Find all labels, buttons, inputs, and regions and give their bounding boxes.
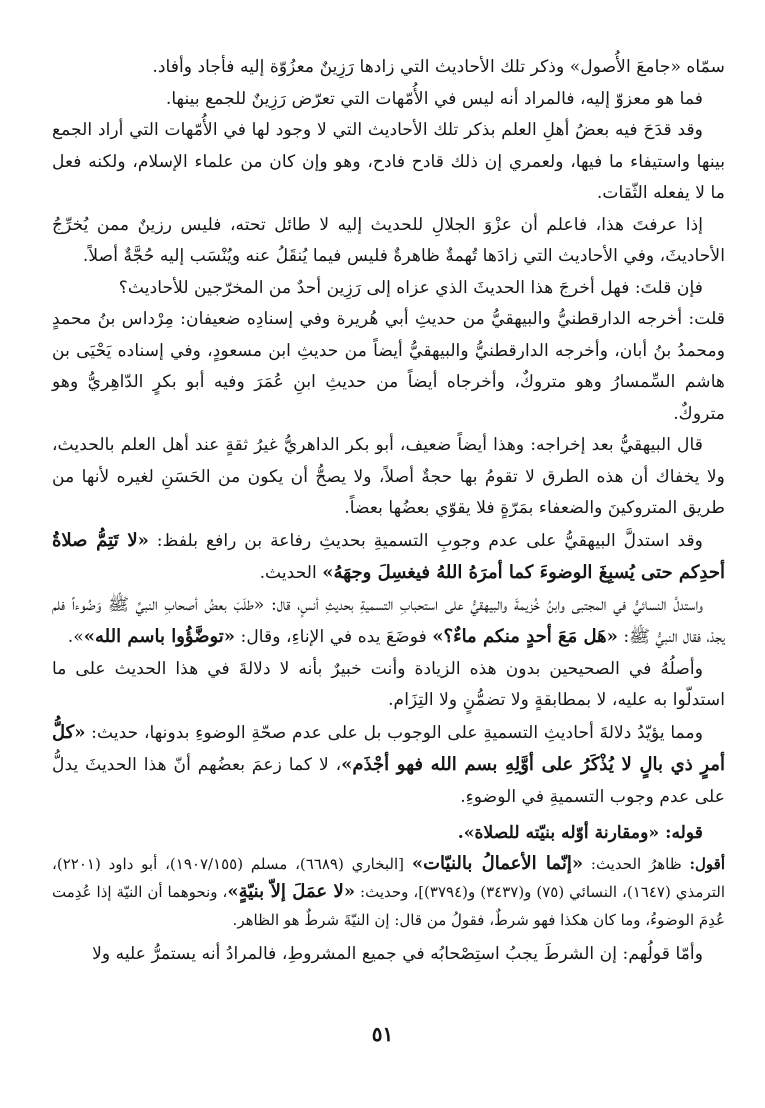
text-segment: سمّاه «جامعَ الأُصول» وذكر تلك الأحاديث التي زادها رَزِينٌ معزُوّة إليه فأجاد وأفاد.	[152, 57, 725, 77]
hadith-quote: «لا عمَلَ إلاّ بنيّةٍ»	[227, 880, 356, 902]
text-segment: ، ونحوهما أن النيّة إذا عُدِمت عُدِمَ الوضوءُ، وما كان هكذا فهو شرطٌ، فقولُ من قال: إن النيّةَ شرطٌ هو الظاهر.	[52, 882, 725, 929]
paragraph	[52, 590, 725, 654]
paragraph	[52, 430, 725, 525]
text-segment: وأمّا قولُهم: إن الشرطَ يجبُ استِصْحابُه في جميع المشروطِ، فالمرادُ أنه يستمرُّ عليه ولا	[92, 943, 703, 964]
hadith-quote: «توضَّؤُوا باسم الله»	[83, 626, 236, 647]
text-segment: وقد قدَحَ فيه بعضُ أهلِ العلم بذكر تلك الأحاديث التي لا وجود لها في الأُمّهات التي أراد الجمع بينها واستيفاء ما فيها، ولعمري إن ذلك قادح فادح، وهو وإن كان من علماء الإسلام، ولكنه فعل ما لا يفعله الثّقات.	[52, 120, 725, 203]
text-segment: قال البيهقيُّ بعد إخراجه: وهذا أيضاً ضعيف، أبو بكر الداهريُّ غيرُ ثقةٍ عند أهل العلم بالحديث، ولا يخفاك أن هذه الطرق لا تقومُ بها حجةٌ أصلاً، ولا يصحُّ أن يكون من الحَسَنِ لغيره لأنها من طريق المتروكينَ والضعفاء بمَرّةٍ فلا يقوّي بعضُها بعضاً.	[52, 435, 725, 518]
hadith-quote: «هَل مَعَ أحدٍ منكم ماءٌ؟»	[432, 626, 618, 647]
paragraph	[52, 939, 725, 971]
page-number: ٥١	[371, 1022, 394, 1046]
text-segment: وأصلُهُ في الصحيحين بدون هذه الزيادة وأنت خبيرٌ بأنه لا دلالةَ في هذا الحديث على ما استدلّوا به عليه، لا بمطابقةٍ ولا تضمُّنٍ ولا التِزَام.	[52, 658, 725, 710]
hadith-quote: «كلُّ أمرٍ ذي بالٍ لا يُذْكَرُ على أوَّلِهِ بسم الله فهو أجْذَم»	[52, 721, 726, 775]
hadith-quote: «لا تَتِمُّ صلاةُ أحدِكم حتى يُسبِغَ الوضوءَ كما أمرَهُ اللهُ فيغسِلَ وجهَهُ»	[52, 529, 725, 583]
text-body	[52, 52, 725, 970]
text-segment: إذا عرفتَ هذا، فاعلم أن عزْوَ الجلالِ للحديث إليه لا طائل تحته، فليس رزينٌ ممن يُخرِّجُ الأحاديثَ، وفي الأحاديث التي زادَها تُهمةٌ ظاهرةٌ فليس فيما يُنقَلُ عنه ويُنْسَب إليه حُجَّةٌ أصلاً.	[52, 214, 725, 266]
hadith-quote: «إنّما الأعمالُ بالنيّات»	[411, 852, 584, 874]
paragraph	[52, 115, 725, 210]
bold-heading: قوله: «ومقارنة أوّله بنيّته للصلاة».	[457, 823, 703, 843]
paragraph	[52, 654, 725, 717]
text-segment: واستدلَّ النسائيُّ في المجتبى وابنُ خُزيمةَ والبيهقيُّ على استحبابِ التسميةِ بحديثِ أنسٍ، قال: «طلَبَ بعضُ أصحابِ النبيِّ ﷺ وَضُوءاً فلم يجدْ، فقال النبيُّ ﷺ:	[52, 594, 725, 647]
text-segment: ظاهرُ الحديث:	[583, 854, 690, 873]
text-segment: فوضَعَ يده في الإناءِ، وقال:	[235, 627, 433, 647]
paragraph	[52, 52, 725, 84]
text-segment: الحديث.	[259, 563, 323, 583]
text-segment: قلت: أخرجه الدارقطنيُّ والبيهقيُّ من حديثِ أبي هُريرة وفي إسنادِه ضعيفان: مِرْداس بنُ محمدٍ ومحمدُ بنُ أبان، وأخرجه الدارقطنيُّ والبيهقيُّ أيضاً من حديثِ ابن مسعودٍ، وفي إسناده يَحْيَى بن هاشم السِّمسارُ وهو متروكٌ، وأخرجاه أيضاً من حديثِ ابنِ عُمَرَ وفيه أبو بكرٍ الدّاهِريُّ وهو متروكٌ.	[52, 309, 725, 424]
paragraph	[52, 525, 725, 590]
text-segment: [البخاري (٦٦٨٩)، مسلم (١٩٠٧/١٥٥)، أبو داود (٢٢٠١)، الترمذي (١٦٤٧)، النسائي (٧٥) و(٣٤٣٧) و(٣٧٩٤)]، وحديث:	[52, 854, 725, 901]
paragraph	[52, 818, 725, 850]
paragraph	[52, 273, 725, 305]
paragraph	[52, 850, 725, 934]
bold-heading: أقول:	[689, 854, 725, 873]
text-segment: ، لا كما زعمَ بعضُهم أنّ هذا الحديثَ يدلُّ على عدم وجوب التسميةِ في الوضوءِ.	[52, 755, 725, 807]
paragraph	[52, 304, 725, 430]
paragraph	[52, 210, 725, 273]
paragraph	[52, 84, 725, 116]
text-segment: فإن قلتَ: فهل أخرجَ هذا الحديثَ الذي عزاه إلى رَزِين أحدٌ من المخرّجين للأحاديث؟	[118, 277, 703, 298]
text-segment: وقد استدلَّ البيهقيُّ على عدم وجوبِ التسميةِ بحديثِ رفاعة بن رافع بلفظ:	[148, 530, 703, 551]
paragraph	[52, 717, 725, 814]
text-segment: ومما يؤيّدُ دلالةَ أحاديثِ التسميةِ على الوجوب بل على عدم صحّةِ الوضوءِ بدونها، حديث:	[85, 722, 703, 743]
text-segment: فما هو معزوّ إليه، فالمراد أنه ليس في الأُمّهات التي تعرّض رَزِينٌ للجمع بينها.	[165, 88, 703, 109]
text-segment: ».	[67, 627, 84, 647]
